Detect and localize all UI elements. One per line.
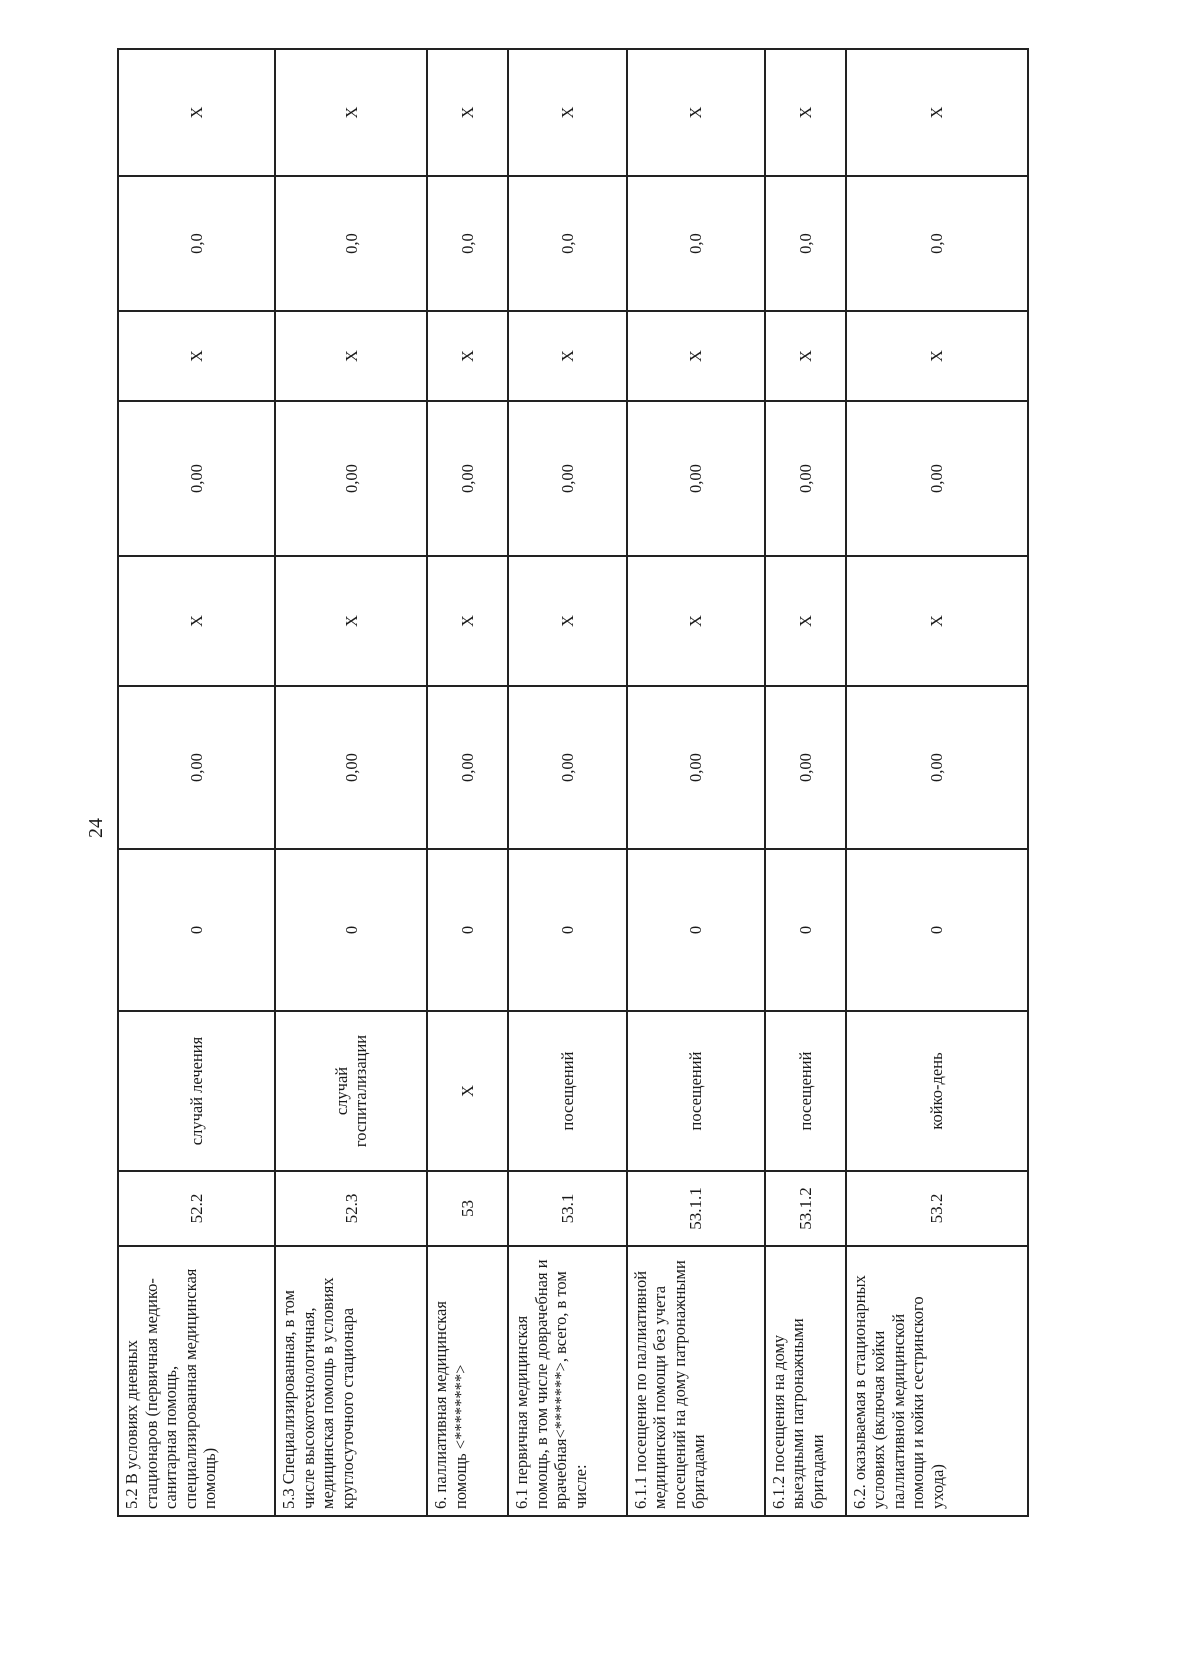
cell-v5: X (508, 311, 627, 401)
cell-v2: 0,00 (846, 686, 1028, 849)
table-row (765, 49, 846, 1516)
cell-v3: X (846, 556, 1028, 686)
cell-v6: 0,0 (275, 176, 427, 311)
table-row (627, 49, 765, 1516)
cell-code: 53.1 (508, 1171, 627, 1246)
cell-v6: 0,0 (427, 176, 508, 311)
cell-v6: 0,0 (765, 176, 846, 311)
cell-code: 53.1.2 (765, 1171, 846, 1246)
cell-v2: 0,00 (627, 686, 765, 849)
cell-name: 5.2 В условиях дневных стационаров (первичная медико-санитарная помощь, специализированная медицинская помощь) (118, 1246, 275, 1516)
data-table (117, 48, 1029, 1517)
cell-name: 6. паллиативная медицинская помощь <********> (427, 1246, 508, 1516)
cell-unit: койко-день (846, 1011, 1028, 1171)
table-row (427, 49, 508, 1516)
cell-v7: X (275, 49, 427, 176)
table-row (508, 49, 627, 1516)
page-number: 24 (84, 818, 107, 838)
cell-v4: 0,00 (846, 401, 1028, 556)
table-row (118, 49, 275, 1516)
cell-v1: 0 (118, 849, 275, 1011)
cell-name: 5.3 Специализированная, в том числе высокотехнологичная, медицинская помощь в условиях круглосуточного стационара (275, 1246, 427, 1516)
cell-v7: X (846, 49, 1028, 176)
cell-v2: 0,00 (765, 686, 846, 849)
cell-v2: 0,00 (427, 686, 508, 849)
cell-v5: X (765, 311, 846, 401)
cell-code: 52.2 (118, 1171, 275, 1246)
cell-v6: 0,0 (846, 176, 1028, 311)
table-row (275, 49, 427, 1516)
cell-v5: X (427, 311, 508, 401)
cell-v1: 0 (427, 849, 508, 1011)
cell-v4: 0,00 (508, 401, 627, 556)
cell-code: 53.2 (846, 1171, 1028, 1246)
cell-v7: X (627, 49, 765, 176)
cell-v3: X (118, 556, 275, 686)
cell-name: 6.1 первичная медицинская помощь, в том числе доврачебная и врачебная<*******>, всего, в том числе: (508, 1246, 627, 1516)
table-body (118, 49, 1028, 1516)
cell-v5: X (118, 311, 275, 401)
cell-v6: 0,0 (508, 176, 627, 311)
cell-v7: X (765, 49, 846, 176)
cell-v5: X (275, 311, 427, 401)
cell-name: 6.1.1 посещение по паллиативной медицинской помощи без учета посещений на дому патронажными бригадами (627, 1246, 765, 1516)
cell-v3: X (275, 556, 427, 686)
cell-code: 52.3 (275, 1171, 427, 1246)
cell-v4: 0,00 (627, 401, 765, 556)
cell-v7: X (118, 49, 275, 176)
cell-v3: X (627, 556, 765, 686)
cell-v7: X (508, 49, 627, 176)
cell-unit: случай госпитализации (275, 1011, 427, 1171)
cell-code: 53.1.1 (627, 1171, 765, 1246)
cell-name: 6.2. оказываемая в стационарных условиях (включая койки паллиативной медицинской помощи и койки сестринского ухода) (846, 1246, 1028, 1516)
table-row (846, 49, 1028, 1516)
cell-v1: 0 (846, 849, 1028, 1011)
cell-v2: 0,00 (275, 686, 427, 849)
cell-v2: 0,00 (508, 686, 627, 849)
cell-v1: 0 (765, 849, 846, 1011)
cell-v3: X (508, 556, 627, 686)
cell-v4: 0,00 (765, 401, 846, 556)
cell-name: 6.1.2 посещения на дому выездными патронажными бригадами (765, 1246, 846, 1516)
cell-v1: 0 (627, 849, 765, 1011)
cell-code: 53 (427, 1171, 508, 1246)
cell-v4: 0,00 (427, 401, 508, 556)
cell-v1: 0 (275, 849, 427, 1011)
cell-v1: 0 (508, 849, 627, 1011)
table-container (117, 50, 1029, 1517)
cell-unit: посещений (627, 1011, 765, 1171)
cell-v4: 0,00 (118, 401, 275, 556)
cell-v2: 0,00 (118, 686, 275, 849)
cell-unit: случай лечения (118, 1011, 275, 1171)
cell-v4: 0,00 (275, 401, 427, 556)
cell-v3: X (765, 556, 846, 686)
cell-unit: посещений (765, 1011, 846, 1171)
cell-unit: X (427, 1011, 508, 1171)
cell-v6: 0,0 (627, 176, 765, 311)
cell-v5: X (846, 311, 1028, 401)
cell-v5: X (627, 311, 765, 401)
cell-v6: 0,0 (118, 176, 275, 311)
cell-v7: X (427, 49, 508, 176)
cell-unit: посещений (508, 1011, 627, 1171)
cell-v3: X (427, 556, 508, 686)
